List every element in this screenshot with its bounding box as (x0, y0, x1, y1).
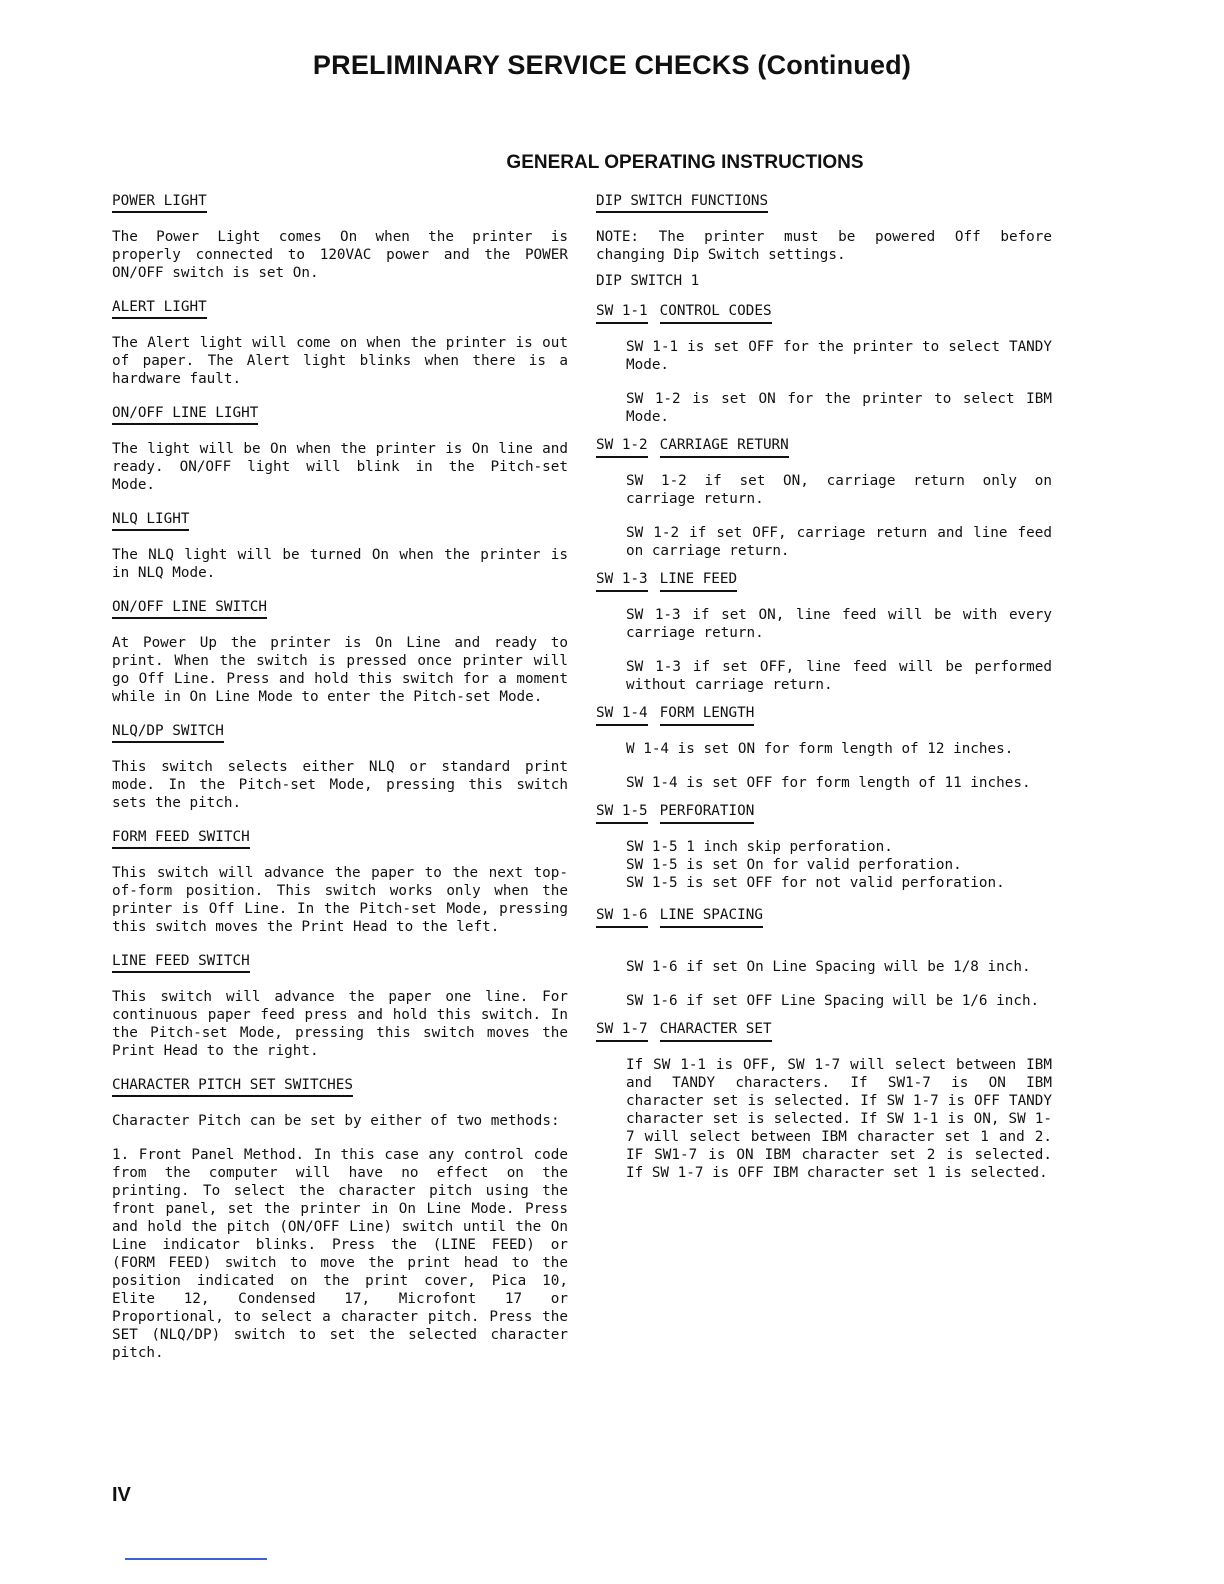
note-text: NOTE: The printer must be powered Off before changing Dip Switch settings. (596, 229, 1052, 263)
sw-1-4-heading (596, 704, 1052, 726)
sw-1-1-text-a: SW 1-1 is set OFF for the printer to select TANDY Mode. (626, 339, 1052, 373)
sw-1-5-heading (596, 802, 1052, 824)
left-column (112, 192, 568, 1378)
sw-1-1-heading (596, 302, 1052, 324)
nlq-light-heading: NLQ LIGHT (112, 510, 189, 531)
sw-id: SW 1-1 (596, 302, 648, 324)
page-title: PRELIMINARY SERVICE CHECKS (Continued) (312, 50, 912, 80)
sw-1-6-text-b: SW 1-6 if set OFF Line Spacing will be 1/6 inch. (626, 993, 1040, 1009)
line-feed-heading: LINE FEED SWITCH (112, 952, 250, 973)
dip-switch-1-label: DIP SWITCH 1 (596, 273, 700, 289)
page-number: IV (112, 1484, 131, 1506)
char-pitch-text-1: Character Pitch can be set by either of two methods: (112, 1113, 560, 1129)
online-light-heading: ON/OFF LINE LIGHT (112, 404, 258, 425)
sw-1-4-text-a: W 1-4 is set ON for form length of 12 inches. (626, 741, 1014, 757)
sw-1-2-text-a: SW 1-2 if set ON, carriage return only on carriage return. (626, 473, 1052, 507)
sw-1-3-text-a: SW 1-3 if set ON, line feed will be with every carriage return. (626, 607, 1052, 641)
sw-name: FORM LENGTH (660, 704, 755, 726)
online-switch-text: At Power Up the printer is On Line and ready to print. When the switch is pressed once printer will go Off Line. Press and hold this switch for a moment while in On Line Mode to enter the Pitch-set Mode. (112, 635, 568, 705)
sw-id: SW 1-5 (596, 802, 648, 824)
sw-name: LINE FEED (660, 570, 737, 592)
sw-1-3-heading (596, 570, 1052, 592)
sw-1-6-text-a: SW 1-6 if set On Line Spacing will be 1/8 inch. (626, 959, 1031, 975)
sw-1-5-text-a: SW 1-5 1 inch skip perforation. (626, 839, 893, 855)
sw-id: SW 1-3 (596, 570, 648, 592)
sw-1-6-heading (596, 906, 1052, 928)
dip-functions-heading: DIP SWITCH FUNCTIONS (596, 192, 768, 213)
nlq-light-text: The NLQ light will be turned On when the printer is in NLQ Mode. (112, 547, 568, 581)
char-pitch-text-2: 1. Front Panel Method. In this case any control code from the computer will have no effect on the printing. To select the character pitch using the front panel, set the printer in On Line Mode. Press and hold the pitch (ON/OFF Line) switch until the On Line indicator blinks. Press the (LINE FEED) or (FORM FEED) switch to move the print head to the position indicated on the print cover, Pica 10, Elite 12, Condensed 17, Microfont 17 or Proportional, to select a character pitch. Press the SET (NLQ/DP) switch to set the selected character pitch. (112, 1147, 568, 1361)
power-light-heading: POWER LIGHT (112, 192, 207, 213)
sw-id: SW 1-4 (596, 704, 648, 726)
alert-light-text: The Alert light will come on when the printer is out of paper. The Alert light blinks when there is a hardware fault. (112, 335, 568, 387)
sw-1-2-heading (596, 436, 1052, 458)
form-feed-heading: FORM FEED SWITCH (112, 828, 250, 849)
sw-1-4-text-b: SW 1-4 is set OFF for form length of 11 inches. (626, 775, 1031, 791)
sw-name: PERFORATION (660, 802, 755, 824)
sw-name: CONTROL CODES (660, 302, 772, 324)
sw-name: CHARACTER SET (660, 1020, 772, 1042)
sw-id: SW 1-7 (596, 1020, 648, 1042)
sw-1-1-text-b: SW 1-2 is set ON for the printer to select IBM Mode. (626, 391, 1052, 425)
sw-name: LINE SPACING (660, 906, 763, 928)
section-title: GENERAL OPERATING INSTRUCTIONS (506, 152, 864, 173)
line-feed-text: This switch will advance the paper one line. For continuous paper feed press and hold this switch. In the Pitch-set Mode, pressing this switch moves the Print Head to the right. (112, 989, 568, 1059)
sw-1-7-heading (596, 1020, 1052, 1042)
sw-1-2-text-b: SW 1-2 if set OFF, carriage return and line feed on carriage return. (626, 525, 1052, 559)
power-light-text: The Power Light comes On when the printer is properly connected to 120VAC power and the POWER ON/OFF switch is set On. (112, 229, 568, 281)
sw-1-7-text: If SW 1-1 is OFF, SW 1-7 will select between IBM and TANDY characters. If SW1-7 is ON IBM character set is selected. If SW 1-7 is OFF TANDY character set is selected. If SW 1-1 is ON, SW 1-7 will select between IBM character set 1 and 2. IF SW1-7 is ON IBM character set 2 is selected. If SW 1-7 is OFF IBM character set 1 is selected. (626, 1057, 1052, 1181)
alert-light-heading: ALERT LIGHT (112, 298, 207, 319)
online-light-text: The light will be On when the printer is On line and ready. ON/OFF light will blink in the Pitch-set Mode. (112, 441, 568, 493)
sw-1-5-text-b: SW 1-5 is set On for valid perforation. (626, 857, 962, 873)
sw-name: CARRIAGE RETURN (660, 436, 789, 458)
footer-rule (125, 1558, 267, 1560)
nlq-dp-switch-heading: NLQ/DP SWITCH (112, 722, 224, 743)
nlq-dp-switch-text: This switch selects either NLQ or standard print mode. In the Pitch-set Mode, pressing this switch sets the pitch. (112, 759, 568, 811)
sw-1-5-text-c: SW 1-5 is set OFF for not valid perforation. (626, 875, 1005, 891)
sw-id: SW 1-2 (596, 436, 648, 458)
right-column (596, 192, 1052, 1198)
sw-1-3-text-b: SW 1-3 if set OFF, line feed will be performed without carriage return. (626, 659, 1052, 693)
char-pitch-heading: CHARACTER PITCH SET SWITCHES (112, 1076, 353, 1097)
online-switch-heading: ON/OFF LINE SWITCH (112, 598, 267, 619)
sw-id: SW 1-6 (596, 906, 648, 928)
form-feed-text: This switch will advance the paper to the next top-of-form position. This switch works only when the printer is Off Line. In the Pitch-set Mode, pressing this switch moves the Print Head to the left. (112, 865, 568, 935)
